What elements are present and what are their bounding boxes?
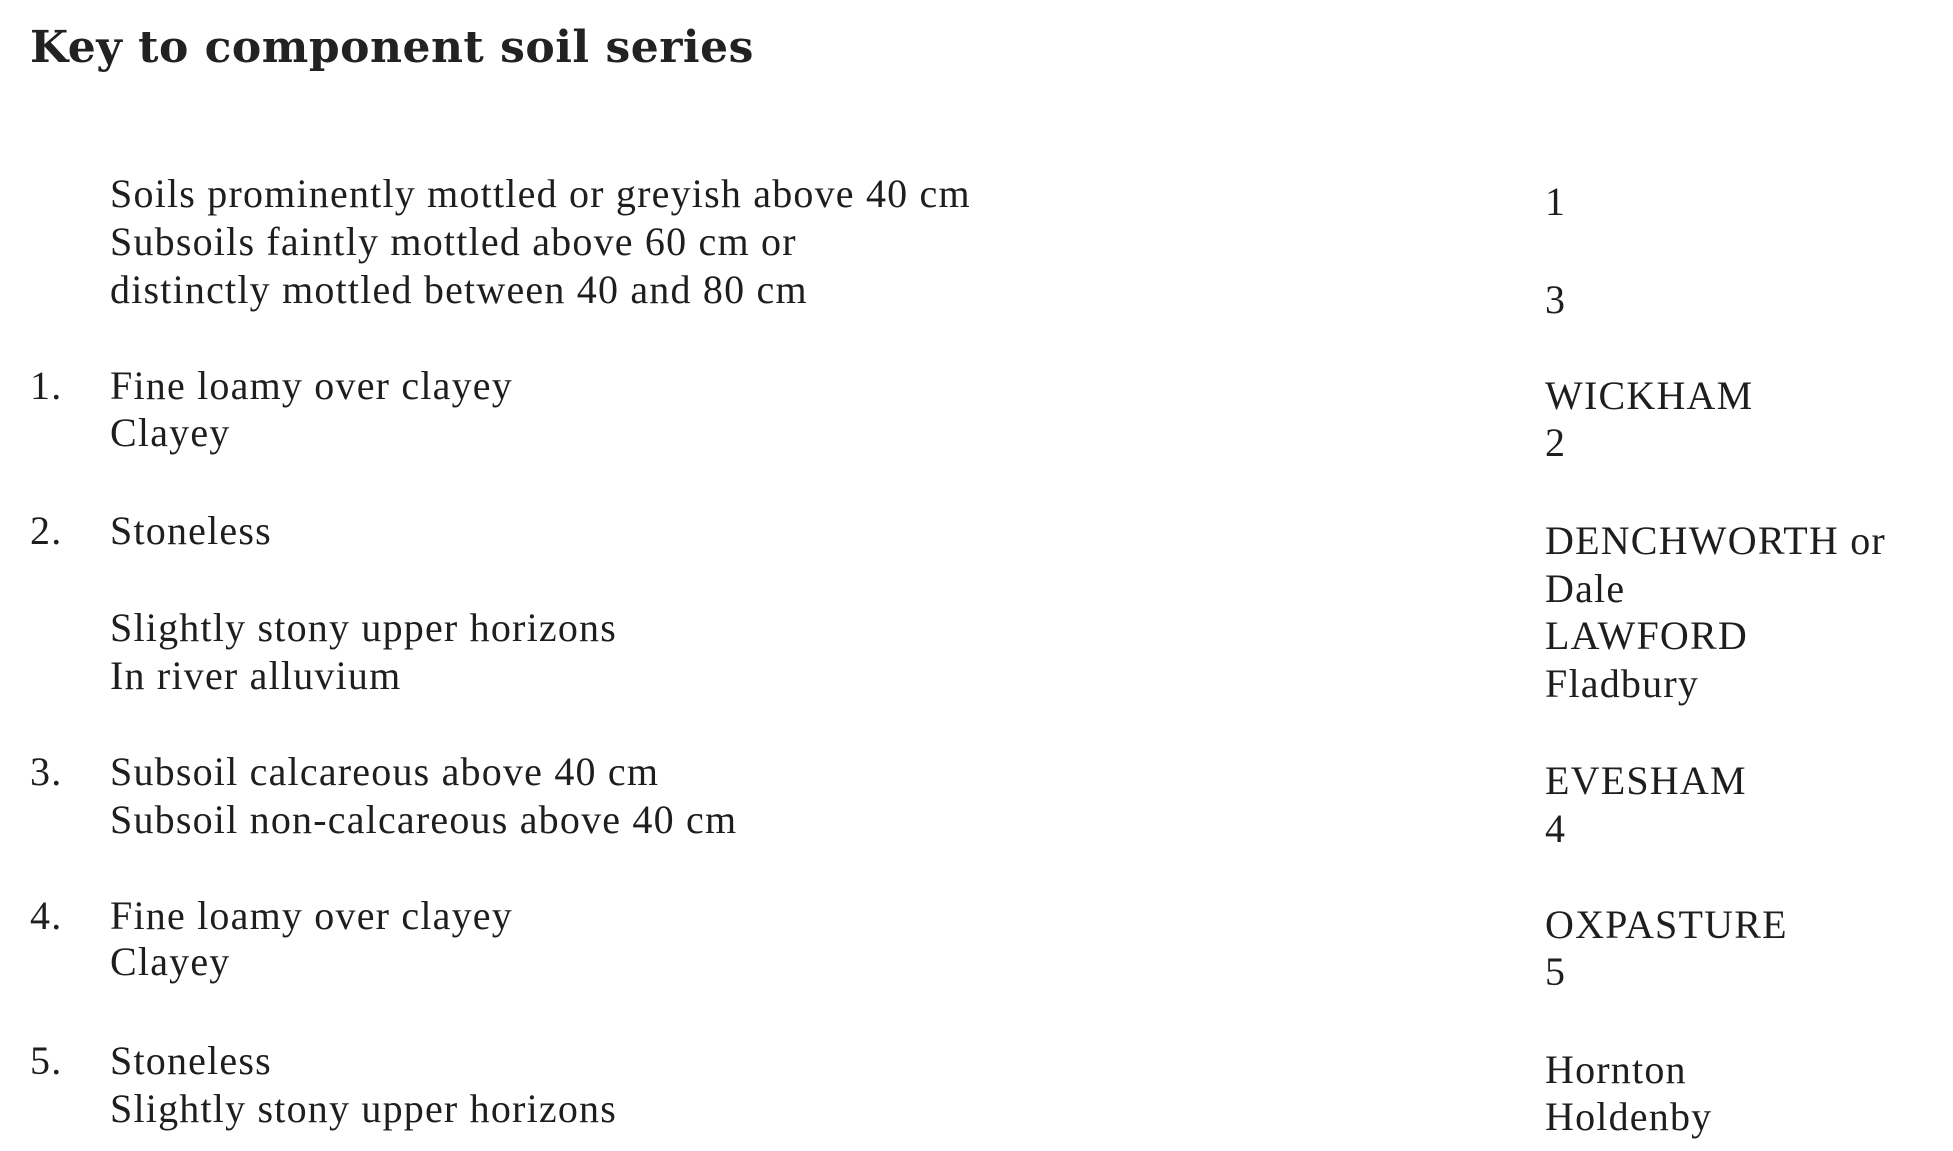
intro-line: Soils prominently mottled or greyish above 40 cm: [110, 171, 971, 216]
entry-number: 1.: [30, 363, 63, 408]
entry-line: Slightly stony upper horizons: [110, 605, 618, 650]
intro-result: 1: [1545, 179, 1567, 224]
entry-number: 4.: [30, 893, 63, 938]
entry-line: Subsoil calcareous above 40 cm: [110, 749, 660, 794]
entry-number: 5.: [30, 1038, 63, 1083]
entry-result: OXPASTURE: [1545, 902, 1788, 947]
entry-line: Clayey: [110, 410, 231, 455]
entry-line: Clayey: [110, 939, 231, 984]
entry-line: In river alluvium: [110, 653, 402, 698]
entry-result: DENCHWORTH or: [1545, 518, 1886, 563]
entry-result: LAWFORD: [1545, 613, 1748, 658]
page-title: Key to component soil series: [30, 22, 754, 73]
entry-result: 4: [1545, 806, 1567, 851]
entry-result: Fladbury: [1545, 661, 1700, 706]
entry-result: 2: [1545, 420, 1567, 465]
entry-line: Slightly stony upper horizons: [110, 1086, 618, 1131]
entry-line: Stoneless: [110, 508, 272, 553]
entry-result: Holdenby: [1545, 1094, 1713, 1139]
intro-line: Subsoils faintly mottled above 60 cm or: [110, 219, 797, 264]
entry-number: 2.: [30, 508, 63, 553]
intro-result: 3: [1545, 277, 1567, 322]
entry-result: WICKHAM: [1545, 373, 1754, 418]
entry-line: Fine loamy over clayey: [110, 893, 513, 938]
entry-result: 5: [1545, 949, 1567, 994]
entry-line: Stoneless: [110, 1038, 272, 1083]
entry-result: Hornton: [1545, 1047, 1687, 1092]
intro-line: distinctly mottled between 40 and 80 cm: [110, 267, 808, 312]
entry-line: Subsoil non-calcareous above 40 cm: [110, 797, 738, 842]
entry-result: Dale: [1545, 566, 1626, 611]
entry-number: 3.: [30, 749, 63, 794]
entry-result: EVESHAM: [1545, 758, 1747, 803]
entry-line: Fine loamy over clayey: [110, 363, 513, 408]
